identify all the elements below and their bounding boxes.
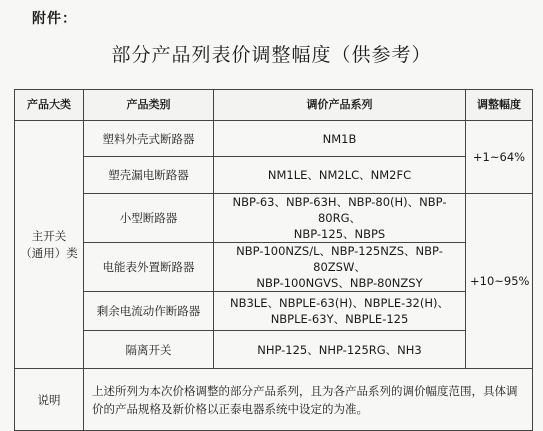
series-line1: NB3LE、NBPLE-63(H)、NBPLE-32(H)、 bbox=[230, 296, 449, 310]
category-cell: 电能表外置断路器 bbox=[84, 243, 214, 292]
header-main-category: 产品大类 bbox=[15, 90, 84, 121]
main-category-cell bbox=[15, 121, 84, 369]
series-line1: NBP-100NZS/L、NBP-125NZS、NBP-80ZSW、 bbox=[236, 244, 443, 274]
series-cell: NM1LE、NM2LC、NM2FC bbox=[214, 157, 466, 194]
note-line1: 上述所列为本次价格调整的部分产品系列，且为各产品系列的调价幅度范围，具体调 bbox=[92, 383, 518, 398]
series-cell: NHP-125、NHP-125RG、NH3 bbox=[214, 331, 466, 369]
header-adjustment-range: 调整幅度 bbox=[466, 90, 533, 121]
table-row bbox=[15, 331, 533, 369]
series-line2: NBP-125、NBPS bbox=[293, 227, 386, 241]
table-row bbox=[15, 292, 533, 331]
category-cell: 剩余电流动作断路器 bbox=[84, 292, 214, 331]
main-category-line2: （通用）类 bbox=[20, 245, 78, 260]
table-row bbox=[15, 194, 533, 243]
table-row bbox=[15, 157, 533, 194]
category-cell: 隔离开关 bbox=[84, 331, 214, 369]
series-line1: NBP-63、NBP-63H、NBP-80(H)、NBP-80RG、 bbox=[232, 195, 447, 225]
note-label: 说明 bbox=[15, 369, 84, 431]
table-row bbox=[15, 243, 533, 292]
series-line2: NBP-100NGVS、NBP-80NZSY bbox=[256, 276, 423, 290]
table-row bbox=[15, 121, 533, 157]
category-cell: 小型断路器 bbox=[84, 194, 214, 243]
series-cell bbox=[214, 292, 466, 331]
range-cell-group2: +10~95% bbox=[466, 194, 533, 369]
price-adjustment-table bbox=[14, 89, 533, 431]
table-header-row bbox=[15, 90, 533, 121]
header-product-category: 产品类别 bbox=[84, 90, 214, 121]
category-cell: 塑壳漏电断路器 bbox=[84, 157, 214, 194]
category-cell: 塑料外壳式断路器 bbox=[84, 121, 214, 157]
page-title: 部分产品列表价调整幅度（供参考） bbox=[111, 44, 432, 66]
series-line2: NBPLE-63Y、NBPLE-125 bbox=[270, 312, 409, 326]
series-cell: NM1B bbox=[214, 121, 466, 157]
note-row bbox=[15, 369, 533, 431]
attachment-label: 附件： bbox=[32, 11, 77, 27]
series-cell bbox=[214, 194, 466, 243]
note-text bbox=[84, 369, 533, 431]
header-product-series: 调价产品系列 bbox=[214, 90, 466, 121]
series-cell bbox=[214, 243, 466, 292]
note-line2: 价的产品规格及新价格以正泰电器系统中设定的为准。 bbox=[92, 401, 368, 416]
main-category-line1: 主开关 bbox=[31, 228, 67, 243]
range-cell-group1: +1~64% bbox=[466, 121, 533, 194]
